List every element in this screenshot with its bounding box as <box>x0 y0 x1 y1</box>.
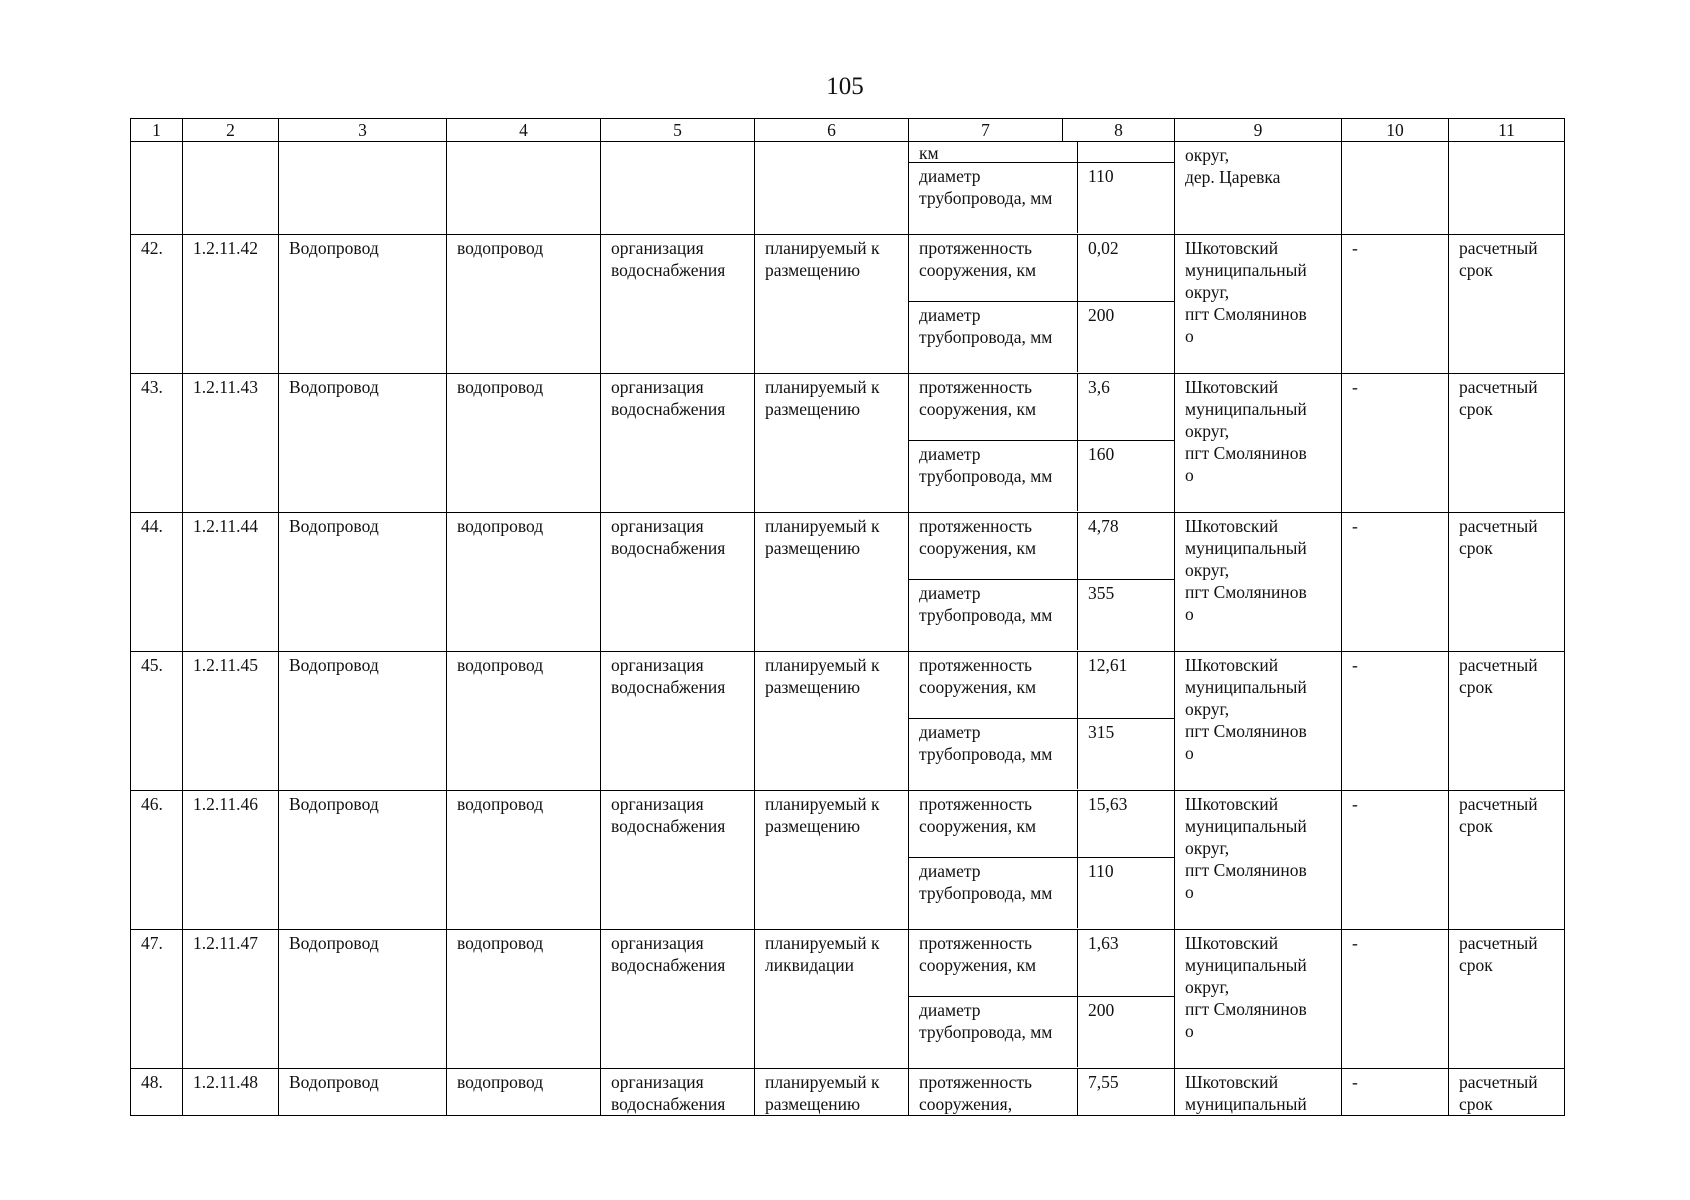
parameter-label: протяженность сооружения, км <box>909 652 1078 719</box>
term-cell: расчетный срок <box>1449 1069 1565 1116</box>
parameter-value: 200 <box>1088 305 1115 325</box>
parameter-label: протяженность сооружения, км <box>909 374 1078 441</box>
object-type: водопровод <box>447 791 601 930</box>
table-row <box>131 791 1565 930</box>
table-row <box>131 1069 1565 1116</box>
empty-cell <box>279 142 447 235</box>
parameter-value: 355 <box>1088 583 1115 603</box>
parameter-value: 3,6 <box>1078 374 1175 441</box>
parameters-cell <box>909 1069 1175 1116</box>
object-status: планируемый к размещению <box>755 791 909 930</box>
row-number: 45. <box>131 652 183 791</box>
parameters-cell <box>909 791 1175 930</box>
location-cell: Шкотовский муниципальный округ, пгт Смолянинов о <box>1175 652 1342 791</box>
parameter-label: км <box>909 142 1078 163</box>
column-number-header: 3 <box>279 119 447 142</box>
term-cell: расчетный срок <box>1449 235 1565 374</box>
parameters-cell <box>909 513 1175 652</box>
col10-cell: - <box>1342 652 1449 791</box>
col10-cell: - <box>1342 1069 1449 1116</box>
column-number-header: 2 <box>183 119 279 142</box>
empty-cell <box>601 142 755 235</box>
term-cell: расчетный срок <box>1449 374 1565 513</box>
term-cell: расчетный срок <box>1449 930 1565 1069</box>
object-purpose: организация водоснабжения <box>601 235 755 374</box>
parameter-value: 7,55 <box>1088 1072 1119 1092</box>
object-name: Водопровод <box>279 513 447 652</box>
object-purpose: организация водоснабжения <box>601 374 755 513</box>
parameter-label: диаметр трубопровода, мм <box>909 163 1078 234</box>
object-type: водопровод <box>447 513 601 652</box>
parameters-cell <box>909 930 1175 1069</box>
parameters-cell <box>909 235 1175 374</box>
parameters-cell <box>909 142 1175 235</box>
empty-cell <box>447 142 601 235</box>
parameter-value: 4,78 <box>1078 513 1175 580</box>
object-status: планируемый к размещению <box>755 513 909 652</box>
continuation-row <box>131 142 1565 235</box>
column-number-header: 1 <box>131 119 183 142</box>
row-number: 44. <box>131 513 183 652</box>
object-code: 1.2.11.47 <box>183 930 279 1069</box>
object-code: 1.2.11.45 <box>183 652 279 791</box>
object-name: Водопровод <box>279 374 447 513</box>
object-type: водопровод <box>447 1069 601 1116</box>
object-type: водопровод <box>447 374 601 513</box>
empty-cell <box>183 142 279 235</box>
table-row <box>131 513 1565 652</box>
parameter-value: 1,63 <box>1078 930 1175 997</box>
object-status: планируемый к ликвидации <box>755 930 909 1069</box>
parameter-value <box>1078 142 1175 163</box>
object-name: Водопровод <box>279 1069 447 1116</box>
row-number: 43. <box>131 374 183 513</box>
column-number-header: 5 <box>601 119 755 142</box>
parameter-label: диаметр трубопровода, мм <box>909 302 1078 373</box>
parameter-label: протяженность сооружения, км <box>909 513 1078 580</box>
parameter-label: диаметр трубопровода, мм <box>909 441 1078 512</box>
column-number-header: 10 <box>1342 119 1449 142</box>
parameter-label: диаметр трубопровода, мм <box>909 997 1078 1068</box>
object-purpose: организация водоснабжения <box>601 652 755 791</box>
object-type: водопровод <box>447 930 601 1069</box>
object-name: Водопровод <box>279 791 447 930</box>
parameters-cell <box>909 652 1175 791</box>
row-number: 46. <box>131 791 183 930</box>
objects-table <box>130 118 1565 1116</box>
object-purpose: организация водоснабжения <box>601 930 755 1069</box>
row-number: 48. <box>131 1069 183 1116</box>
term-cell: расчетный срок <box>1449 652 1565 791</box>
object-status: планируемый к размещению <box>755 652 909 791</box>
object-name: Водопровод <box>279 235 447 374</box>
col10-cell: - <box>1342 513 1449 652</box>
parameter-value: 200 <box>1088 1000 1115 1020</box>
column-number-header: 8 <box>1063 119 1175 142</box>
object-code: 1.2.11.46 <box>183 791 279 930</box>
object-code: 1.2.11.48 <box>183 1069 279 1116</box>
column-number-header: 4 <box>447 119 601 142</box>
parameter-value: 110 <box>1088 861 1114 881</box>
parameter-label: протяженность сооружения, км <box>909 235 1078 302</box>
column-number-header: 6 <box>755 119 909 142</box>
parameter-value: 12,61 <box>1078 652 1175 719</box>
row-number: 42. <box>131 235 183 374</box>
parameter-value: 160 <box>1088 444 1115 464</box>
object-code: 1.2.11.43 <box>183 374 279 513</box>
col10-cell: - <box>1342 930 1449 1069</box>
object-status: планируемый к размещению <box>755 374 909 513</box>
object-purpose: организация водоснабжения <box>601 791 755 930</box>
term-cell: расчетный срок <box>1449 791 1565 930</box>
col10-cell: - <box>1342 791 1449 930</box>
object-type: водопровод <box>447 235 601 374</box>
parameter-label: протяженность сооружения, км <box>909 930 1078 997</box>
table-row <box>131 930 1565 1069</box>
object-type: водопровод <box>447 652 601 791</box>
object-name: Водопровод <box>279 930 447 1069</box>
parameter-value: 0,02 <box>1078 235 1175 302</box>
object-code: 1.2.11.42 <box>183 235 279 374</box>
col10-cell: - <box>1342 374 1449 513</box>
row-number: 47. <box>131 930 183 1069</box>
parameter-value: 315 <box>1088 722 1115 742</box>
location-cell: округ, дер. Царевка <box>1175 142 1342 235</box>
location-cell: Шкотовский муниципальный округ, пгт Смолянинов о <box>1175 374 1342 513</box>
empty-cell <box>755 142 909 235</box>
parameter-label: диаметр трубопровода, мм <box>909 580 1078 651</box>
parameter-value: 110 <box>1088 166 1114 186</box>
column-number-header: 11 <box>1449 119 1565 142</box>
parameter-label: протяженность сооружения, <box>909 1069 1078 1115</box>
parameter-value: 15,63 <box>1078 791 1175 858</box>
parameter-label: протяженность сооружения, км <box>909 791 1078 858</box>
location-cell: Шкотовский муниципальный <box>1175 1069 1342 1116</box>
location-cell: Шкотовский муниципальный округ, пгт Смолянинов о <box>1175 235 1342 374</box>
object-purpose: организация водоснабжения <box>601 1069 755 1116</box>
object-name: Водопровод <box>279 652 447 791</box>
object-code: 1.2.11.44 <box>183 513 279 652</box>
empty-cell <box>1449 142 1565 235</box>
col10-cell: - <box>1342 235 1449 374</box>
parameter-label: диаметр трубопровода, мм <box>909 858 1078 929</box>
parameter-label: диаметр трубопровода, мм <box>909 719 1078 790</box>
term-cell: расчетный срок <box>1449 513 1565 652</box>
table-row <box>131 652 1565 791</box>
empty-cell <box>131 142 183 235</box>
object-status: планируемый к размещению <box>755 235 909 374</box>
table-row <box>131 235 1565 374</box>
page-number: 105 <box>826 73 864 100</box>
object-purpose: организация водоснабжения <box>601 513 755 652</box>
table-row <box>131 374 1565 513</box>
location-cell: Шкотовский муниципальный округ, пгт Смолянинов о <box>1175 930 1342 1069</box>
column-number-header: 9 <box>1175 119 1342 142</box>
parameters-cell <box>909 374 1175 513</box>
object-status: планируемый к размещению <box>755 1069 909 1116</box>
location-cell: Шкотовский муниципальный округ, пгт Смолянинов о <box>1175 791 1342 930</box>
column-number-header: 7 <box>909 119 1063 142</box>
location-cell: Шкотовский муниципальный округ, пгт Смолянинов о <box>1175 513 1342 652</box>
empty-cell <box>1342 142 1449 235</box>
column-number-header-row <box>131 119 1565 142</box>
